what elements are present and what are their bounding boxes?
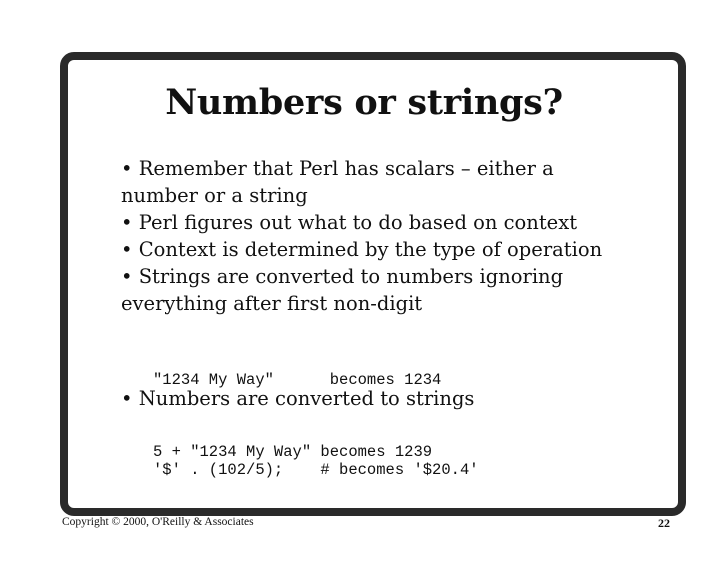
- page-number: 22: [658, 516, 670, 530]
- bullet-line: number or a string: [121, 184, 308, 207]
- bullet-line: • Context is determined by the type of operation: [121, 238, 603, 261]
- code-example-number-to-string: [153, 410, 479, 506]
- slide-title: Numbers or strings?: [165, 82, 563, 123]
- bullet-line: • Strings are converted to numbers ignoring: [121, 265, 564, 288]
- code-line: 5 + "1234 My Way" becomes 1239: [153, 443, 433, 461]
- bullet-line: everything after first non-digit: [121, 292, 423, 315]
- bullet-line: • Perl figures out what to do based on context: [121, 211, 578, 234]
- code-line: "1234 My Way" becomes 1234: [153, 371, 442, 389]
- footer-copyright: Copyright © 2000, O'Reilly & Associates: [62, 516, 254, 528]
- bullet-numbers-to-strings: • Numbers are converted to strings: [121, 387, 475, 410]
- bullet-line: • Remember that Perl has scalars – either a: [121, 157, 554, 180]
- bullet-list: [121, 155, 661, 317]
- code-line: '$' . (102/5); # becomes '$20.4': [153, 461, 479, 479]
